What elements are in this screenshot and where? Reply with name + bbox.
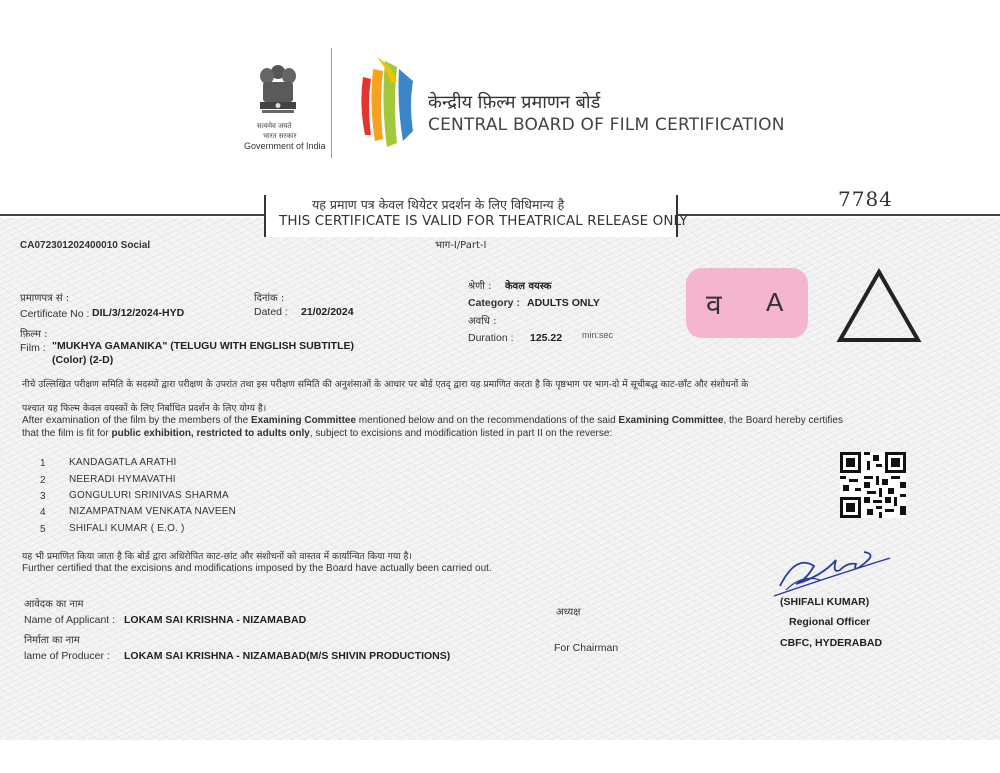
category-label-hindi: श्रेणी : [468,281,492,292]
chairman-english: For Chairman [554,642,619,654]
member-name: NIZAMPATNAM VENKATA NAVEEN [69,506,237,517]
rating-badge [686,268,808,338]
duration-value: 125.22 [530,332,563,344]
category-value: ADULTS ONLY [527,297,600,309]
serial-number: 7784 [838,187,893,211]
header-divider [331,48,332,158]
board-name-hindi: केन्द्रीय फ़िल्म प्रमाणन बोर्ड [428,92,601,113]
member-number: 5 [40,524,46,535]
applicant-label-hindi: आवेदक का नाम [24,599,84,610]
emblem-motto: सत्यमेव जयते [257,122,292,130]
qr-code-icon [840,452,906,518]
film-title: "MUKHYA GAMANIKA" (TELUGU WITH ENGLISH SUBTITLE) [52,340,354,352]
member-number: 4 [40,507,46,518]
rating-badge-hindi: व [706,288,722,321]
banner-rule-right [674,214,1000,216]
body-english-line1: After examination of the film by the members of the Examining Committee mentioned below and on the recommendations of the said Examining Committee, the Board hereby certifies [22,415,843,426]
category-value-hindi: केवल वयस्क [505,281,552,292]
film-label-hindi: फ़िल्म : [20,329,48,340]
triangle-mark-icon [836,268,922,344]
body-hindi-line1: नीचे उल्लिखित परीक्षण समिति के सदस्यों द्वारा परीक्षण के उपरांत तथा इस परीक्षण समिति की अनुशंसाओं के आधार पर बोर्ड एतद् द्वारा यह प्रमाणित करता है कि पृष्ठभाग पर भाग-दो में सूचीबद्ध काट-छाँट और संशोधनों के [22,379,749,390]
chairman-hindi: अध्यक्ष [556,607,581,618]
ashoka-emblem-icon [256,62,300,122]
duration-label-hindi: अवधि : [468,316,497,327]
board-name-english: CENTRAL BOARD OF FILM CERTIFICATION [428,115,785,135]
banner-rule-left [0,214,264,216]
validity-hindi: यह प्रमाण पत्र केवल थियेटर प्रदर्शन के लिए विधिमान्य है [312,197,565,212]
officer-name: (SHIFALI KUMAR) [780,596,870,608]
applicant-label: Name of Applicant : [24,614,116,626]
member-name: SHIFALI KUMAR ( E.O. ) [69,523,185,534]
body-hindi-line2: पश्चात यह फिल्म केवल वयस्कों के लिए निर्बाधित प्रदर्शन के लिए योग्य है। [22,403,267,414]
member-number: 3 [40,491,46,502]
rating-badge-english: A [766,287,784,317]
dated-label: Dated : [254,306,288,318]
further-hindi: यह भी प्रमाणित किया जाता है कि बोर्ड द्वारा अधिरोपित काट-छांट और संशोधनों को वास्तव में कार्यान्वित किया गया है। [22,551,412,562]
applicant-value: LOKAM SAI KRISHNA - NIZAMABAD [124,614,307,626]
member-number: 2 [40,475,46,486]
member-name: GONGULURI SRINIVAS SHARMA [69,490,229,501]
producer-label: lame of Producer : [24,650,110,662]
certificate-no-label-hindi: प्रमाणपत्र सं : [20,293,70,304]
validity-english: THIS CERTIFICATE IS VALID FOR THEATRICAL RELEASE ONLY [279,213,688,229]
signature-icon [766,544,894,602]
part-label: भाग-I/Part-I [435,240,487,251]
member-name: KANDAGATLA ARATHI [69,457,177,468]
film-label: Film : [20,342,46,354]
govt-english: Government of India [244,141,326,151]
cbfc-logo-icon [357,55,419,153]
certificate-no-label: Certificate No : [20,308,90,320]
film-format: (Color) (2-D) [52,354,114,366]
certificate-no-value: DIL/3/12/2024-HYD [92,307,185,319]
producer-value: LOKAM SAI KRISHNA - NIZAMABAD(M/S SHIVIN PRODUCTIONS) [124,650,451,662]
reference-number: CA072301202400010 Social [20,240,151,251]
govt-hindi: भारत सरकार [263,132,297,140]
further-english: Further certified that the excisions and modifications imposed by the Board have actually been carried out. [22,563,492,574]
officer-title: Regional Officer [789,616,871,628]
dated-value: 21/02/2024 [301,306,354,318]
officer-office: CBFC, HYDERABAD [780,637,883,649]
duration-label: Duration : [468,332,514,344]
duration-unit: min:sec [582,330,614,340]
category-label: Category : [468,297,520,309]
member-name: NEERADI HYMAVATHI [69,474,176,485]
member-number: 1 [40,458,46,469]
body-english-line2: that the film is fit for public exhibition, restricted to adults only, subject to excisions and modification listed in part II on the reverse: [22,428,613,439]
dated-label-hindi: दिनांक : [254,293,285,304]
producer-label-hindi: निर्माता का नाम [24,635,80,646]
